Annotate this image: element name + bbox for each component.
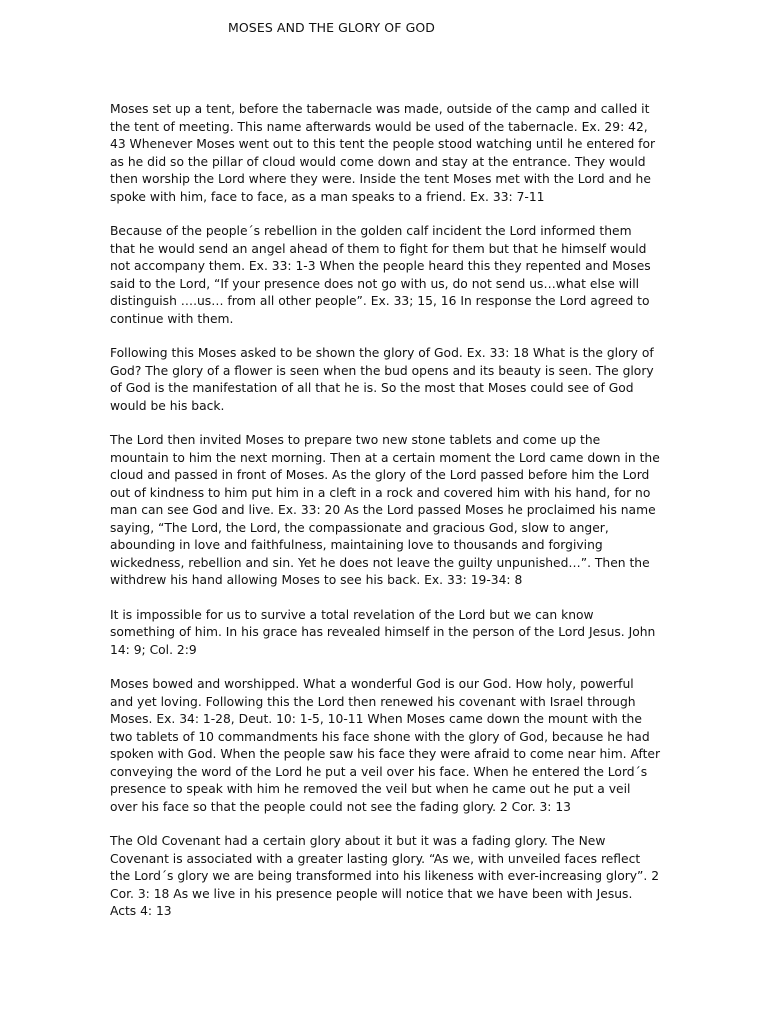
document-title: MOSES AND THE GLORY OF GOD: [227, 20, 436, 35]
paragraph-glory-request: Following this Moses asked to be shown the glory of God. Ex. 33: 18 What is the glory of God? The glory of a flower is seen when the bud opens and its beauty is seen. The glory of God is the manifestation of all that he is. So the most that Moses could see of God would be his back.: [110, 346, 654, 413]
paragraph-tent-of-meeting: Moses set up a tent, before the tabernacle was made, outside of the camp and called it the tent of meeting. This name afterwards would be used of the tabernacle. Ex. 29: 42, 43 Whenever Moses went out to this tent the people stood watching until he entered for as he did so the pillar of cloud would come down and stay at the entrance. They would then worship the Lord where they were. Inside the tent Moses met with the Lord and he spoke with him, face to face, as a man speaks to a friend. Ex. 33: 7-11: [110, 102, 656, 204]
paragraph-revelation: It is impossible for us to survive a total revelation of the Lord but we can know something of him. In his grace has revealed himself in the person of the Lord Jesus. John 14: 9; Col. 2:9: [110, 607, 656, 657]
paragraph-new-covenant: The Old Covenant had a certain glory about it but it was a fading glory. The New Covenant is associated with a greater lasting glory. “As we, with unveiled faces reflect the Lord´s glory we are being transformed into his likeness with ever-increasing glory”. 2 Cor. 3: 18 As we live in his presence people will notice that we have been with Jesus. Acts 4: 13: [110, 834, 660, 918]
paragraph-stone-tablets: The Lord then invited Moses to prepare two new stone tablets and come up the mountain to him the next morning. Then at a certain moment the Lord came down in the cloud and passed in front of Moses. As the glory of the Lord passed before him the Lord out of kindness to him put him in a cleft in a rock and covered him with his hand, for no man can see God and live. Ex. 33: 20 As the Lord passed Moses he proclaimed his name saying, “The Lord, the Lord, the compassionate and gracious God, slow to anger, abounding in love and faithfulness, maintaining love to thousands and forgiving wickedness, rebellion and sin. Yet he does not leave the guilty unpunished…”. Then the withdrew his hand allowing Moses to see his back. Ex. 33: 19-34: 8: [110, 433, 660, 587]
document-body: [110, 101, 660, 938]
paragraph-covenant-renewed: Moses bowed and worshipped. What a wonderful God is our God. How holy, powerful and yet loving. Following this the Lord then renewed his covenant with Israel through Moses. Ex. 34: 1-28, Deut. 10: 1-5, 10-11 When Moses came down the mount with the two tablets of 10 commandments his face shone with the glory of God, because he had spoken with God. When the people saw his face they were afraid to come near him. After conveying the word of the Lord he put a veil over his face. When he entered the Lord´s presence to speak with him he removed the veil but when he came out he put a veil over his face so that the people could not see the fading glory. 2 Cor. 3: 13: [110, 677, 661, 814]
paragraph-golden-calf: Because of the people´s rebellion in the golden calf incident the Lord informed them that he would send an angel ahead of them to fight for them but that he himself would not accompany them. Ex. 33: 1-3 When the people heard this they repented and Moses said to the Lord, “If your presence does not go with us, do not send us…what else will distinguish ….us… from all other people”. Ex. 33; 15, 16 In response the Lord agreed to continue with them.: [110, 224, 651, 326]
